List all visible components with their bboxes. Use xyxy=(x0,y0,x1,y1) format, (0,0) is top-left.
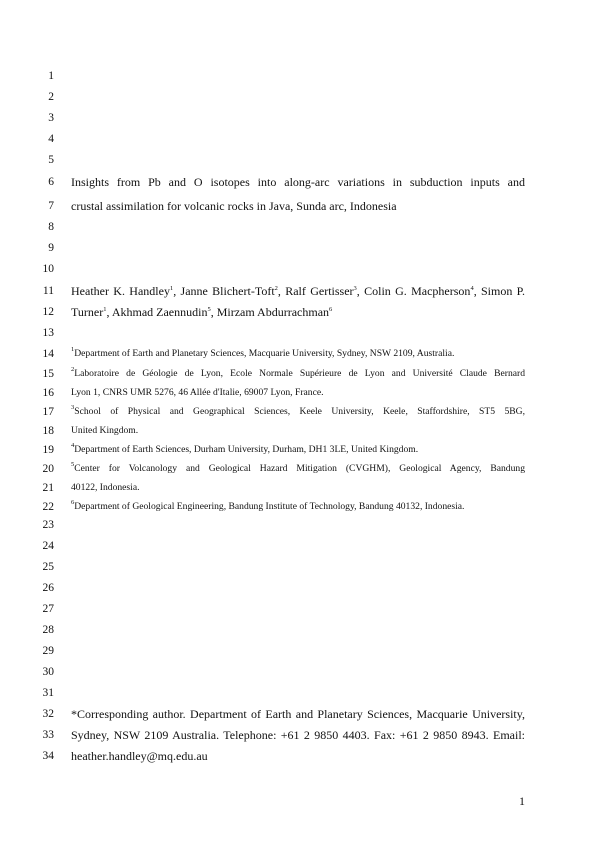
line-20 xyxy=(0,459,595,480)
affiliation-marker: 1 xyxy=(169,285,174,292)
line-number: 23 xyxy=(42,519,54,531)
line-number: 34 xyxy=(42,750,54,762)
author-name: , Simon P. xyxy=(473,284,525,298)
line-number: 32 xyxy=(42,708,54,720)
affiliation-3-line-1 xyxy=(71,405,525,419)
line-1 xyxy=(0,66,595,87)
line-number: 18 xyxy=(42,425,54,437)
affiliation-marker: 2 xyxy=(274,285,278,292)
line-28 xyxy=(0,620,595,641)
line-18 xyxy=(0,421,595,442)
line-17 xyxy=(0,402,595,423)
affiliation-text: Department of Earth Sciences, Durham University, Durham, DH1 3LE, United Kingdom. xyxy=(74,444,419,455)
line-11 xyxy=(0,281,595,302)
line-number: 3 xyxy=(48,112,54,124)
line-15 xyxy=(0,364,595,385)
line-6 xyxy=(0,172,595,193)
line-27 xyxy=(0,599,595,620)
line-number: 1 xyxy=(48,70,54,82)
affiliation-5-line-2: 40122, Indonesia. xyxy=(71,482,140,493)
line-number: 24 xyxy=(42,540,54,552)
affiliation-2-line-2: Lyon 1, CNRS UMR 5276, 46 Allée d'Italie, 69007 Lyon, France. xyxy=(71,387,324,398)
author-name: , Mirzam Abdurrachman xyxy=(210,305,330,319)
author-list-line-1 xyxy=(71,284,525,298)
paper-title-line-2: crustal assimilation for volcanic rocks in Java, Sunda arc, Indonesia xyxy=(71,199,397,213)
line-number: 4 xyxy=(48,133,54,145)
author-name: , Janne Blichert-Toft xyxy=(173,284,275,298)
affiliation-6 xyxy=(71,500,525,514)
line-12 xyxy=(0,302,595,323)
line-number: 21 xyxy=(42,482,54,494)
line-number: 25 xyxy=(42,561,54,573)
line-23 xyxy=(0,515,595,536)
line-number: 9 xyxy=(48,242,54,254)
author-name: , Colin G. Macpherson xyxy=(356,284,471,298)
paper-title-line-1: Insights from Pb and O isotopes into along-arc variations in subduction inputs and xyxy=(71,175,525,189)
line-19 xyxy=(0,440,595,461)
line-number: 33 xyxy=(42,729,54,741)
line-7 xyxy=(0,196,595,217)
line-34 xyxy=(0,746,595,767)
line-number: 12 xyxy=(42,306,54,318)
line-number: 10 xyxy=(42,263,54,275)
line-5 xyxy=(0,150,595,171)
line-16 xyxy=(0,383,595,404)
affiliation-text: Laboratoire de Géologie de Lyon, Ecole Normale Supérieure de Lyon and Université Claude Bernard xyxy=(74,368,525,379)
author-name: , Akhmad Zaennudin xyxy=(106,305,208,319)
affiliation-4 xyxy=(71,443,525,457)
affiliation-5-line-1 xyxy=(71,462,525,476)
line-31 xyxy=(0,683,595,704)
line-29 xyxy=(0,641,595,662)
author-name: Heather K. Handley xyxy=(71,284,170,298)
line-14 xyxy=(0,344,595,365)
affiliation-marker: 1 xyxy=(103,306,107,313)
affiliation-3-line-2: United Kingdom. xyxy=(71,425,139,436)
line-number: 8 xyxy=(48,221,54,233)
line-33 xyxy=(0,725,595,746)
line-number: 7 xyxy=(48,200,54,212)
line-number: 6 xyxy=(48,176,54,188)
affiliation-marker: 3 xyxy=(353,285,357,292)
line-number: 14 xyxy=(42,348,54,360)
line-24 xyxy=(0,536,595,557)
affiliation-1 xyxy=(71,347,525,361)
line-number: 19 xyxy=(42,444,54,456)
corresponding-author-line-1: *Corresponding author. Department of Earth and Planetary Sciences, Macquarie University, xyxy=(71,707,525,721)
line-number: 13 xyxy=(42,327,54,339)
affiliation-2-line-1 xyxy=(71,367,525,381)
line-30 xyxy=(0,662,595,683)
affiliation-text: Center for Volcanology and Geological Hazard Mitigation (CVGHM), Geological Agency, Bandung xyxy=(74,463,525,474)
line-21 xyxy=(0,478,595,499)
affiliation-marker: 6 xyxy=(71,499,75,506)
line-8 xyxy=(0,217,595,238)
line-number: 22 xyxy=(42,501,54,513)
line-number: 29 xyxy=(42,645,54,657)
line-10 xyxy=(0,259,595,280)
line-number: 31 xyxy=(42,687,54,699)
affiliation-text: School of Physical and Geographical Sciences, Keele University, Keele, Staffordshire, ST5 5BG, xyxy=(74,406,525,417)
line-number: 11 xyxy=(42,285,54,297)
affiliation-marker: 3 xyxy=(71,405,75,411)
line-number: 28 xyxy=(42,624,54,636)
affiliation-marker: 4 xyxy=(470,285,474,292)
affiliation-marker: 5 xyxy=(71,462,75,468)
affiliation-text: Department of Geological Engineering, Bandung Institute of Technology, Bandung 40132, Indonesia. xyxy=(74,501,465,512)
line-26 xyxy=(0,578,595,599)
author-name: Turner xyxy=(71,305,104,319)
affiliation-text: Department of Earth and Planetary Sciences, Macquarie University, Sydney, NSW 2109, Australia. xyxy=(74,348,455,359)
line-number: 2 xyxy=(48,91,54,103)
corresponding-author-line-2: Sydney, NSW 2109 Australia. Telephone: +61 2 9850 4403. Fax: +61 2 9850 8943. Email: xyxy=(71,728,525,742)
line-number: 26 xyxy=(42,582,54,594)
affiliation-marker: 5 xyxy=(207,306,211,313)
line-25 xyxy=(0,557,595,578)
affiliation-marker: 6 xyxy=(329,306,333,313)
line-9 xyxy=(0,238,595,259)
line-number: 30 xyxy=(42,666,54,678)
line-number: 27 xyxy=(42,603,54,615)
line-2 xyxy=(0,87,595,108)
line-13 xyxy=(0,323,595,344)
line-number: 16 xyxy=(42,387,54,399)
line-number: 17 xyxy=(42,406,54,418)
author-name: , Ralf Gertisser xyxy=(277,284,354,298)
line-3 xyxy=(0,108,595,129)
affiliation-marker: 4 xyxy=(71,442,75,449)
affiliation-marker: 2 xyxy=(71,367,75,373)
line-number: 15 xyxy=(42,368,54,380)
affiliation-marker: 1 xyxy=(71,346,75,353)
corresponding-email: heather.handley@mq.edu.au xyxy=(71,749,208,763)
line-4 xyxy=(0,129,595,150)
line-32 xyxy=(0,704,595,725)
page-number: 1 xyxy=(519,794,525,808)
line-number: 5 xyxy=(48,154,54,166)
line-number: 20 xyxy=(42,463,54,475)
author-list-line-2 xyxy=(71,305,525,319)
